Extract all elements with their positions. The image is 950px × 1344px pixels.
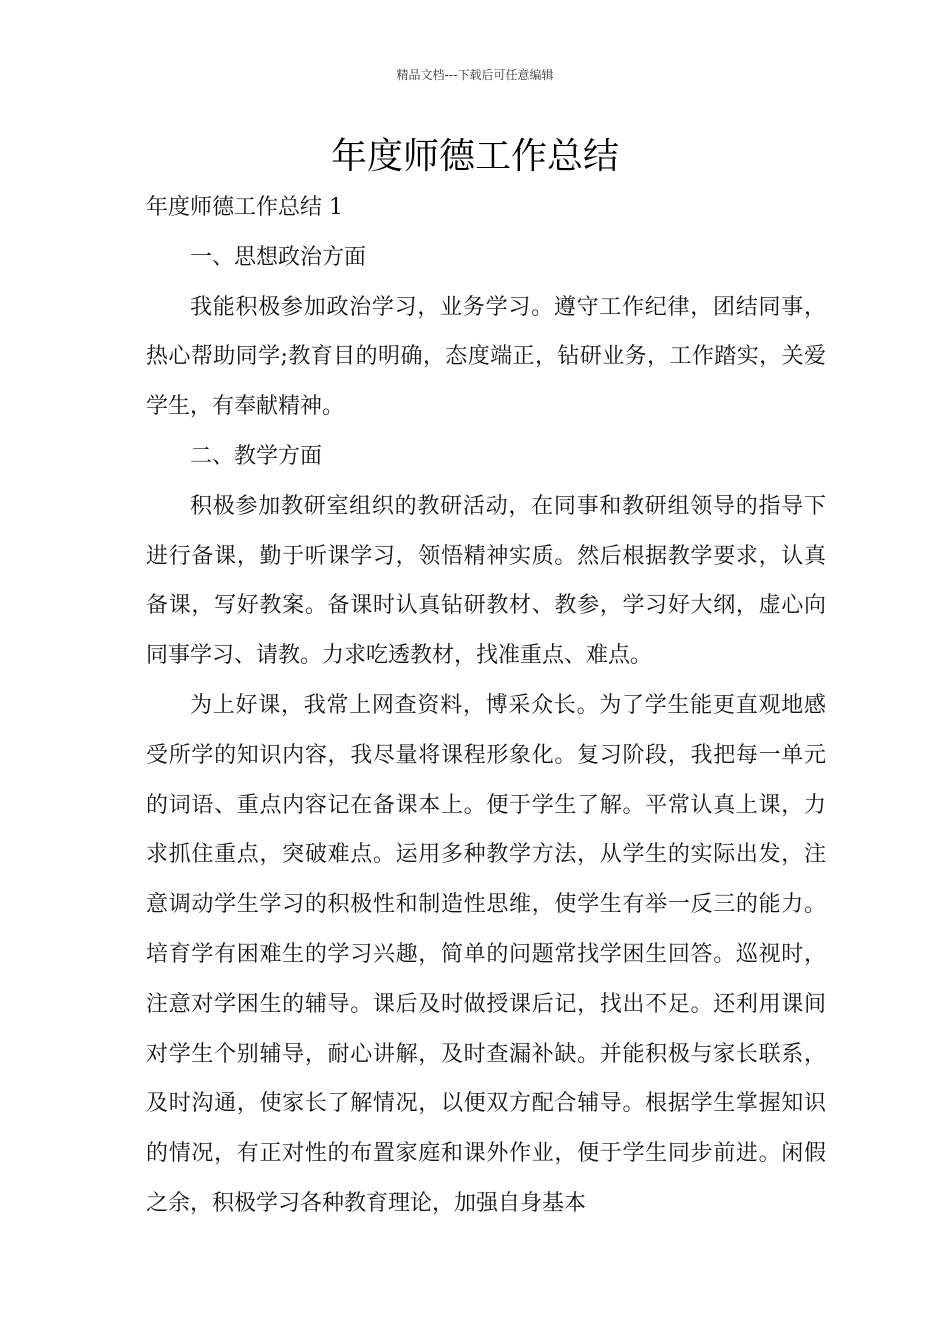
paragraph-teaching-methods: 为上好课，我常上网查资料，博采众长。为了学生能更直观地感受所学的知识内容，我尽量将课程形象化。复习阶段，我把每一单元的词语、重点内容记在备课本上。便于学生了解。平常认真上课，力求抓住重点，突破难点。运用多种教学方法，从学生的实际出发，注意调动学生学习的积极性和制造性思维，使学生有举一反三的能力。培育学有困难生的学习兴趣，简单的问题常找学困生回答。巡视时，注意对学困生的辅导。课后及时做授课后记，找出不足。还利用课间对学生个别辅导，耐心讲解，及时查漏补缺。并能积极与家长联系，及时沟通，使家长了解情况，以便双方配合辅导。根据学生掌握知识的情况，有正对性的布置家庭和课外作业，便于学生同步前进。闲假之余，积极学习各种教育理论，加强自身基本 (146, 692, 826, 1216)
paragraph-teaching-preparation: 积极参加教研室组织的教研活动，在同事和教研组领导的指导下进行备课，勤于听课学习，领悟精神实质。然后根据教学要求，认真备课，写好教案。备课时认真钻研教材、教参，学习好大纲，虚心向同事学习、请教。力求吃透教材，找准重点、难点。 (146, 493, 826, 669)
page-header: 精品文档---下载后可任意编辑 (396, 68, 554, 82)
paragraph-politics: 我能积极参加政治学习，业务学习。遵守工作纪律，团结同事，热心帮助同学;教育目的明确，态度端正，钻研业务，工作踏实，关爱学生，有奉献精神。 (146, 294, 826, 420)
document-title: 年度师德工作总结 (330, 136, 619, 177)
section-heading-teaching: 二、教学方面 (190, 443, 323, 469)
document-body (146, 183, 826, 1229)
document-subtitle: 年度师德工作总结 1 (146, 195, 343, 220)
section-heading-politics: 一、思想政治方面 (190, 244, 367, 270)
